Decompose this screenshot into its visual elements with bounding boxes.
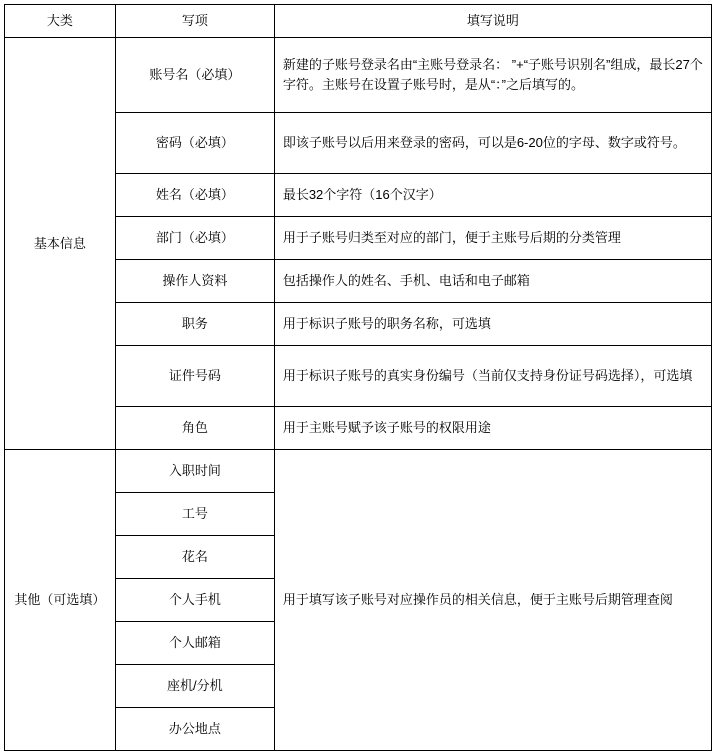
- description-cell: 用于主账号赋予该子账号的权限用途: [274, 407, 711, 450]
- description-cell: 新建的子账号登录名由“主账号登录名： ”+“子账号识别名”组成，最长27个字符。主账号在设置子账号时，是从“：”之后填写的。: [274, 38, 711, 113]
- item-cell: 个人手机: [115, 579, 274, 622]
- header-description: 填写说明: [274, 5, 711, 38]
- item-cell: 账号名（必填）: [115, 38, 274, 113]
- description-cell: 用于标识子账号的真实身份编号（当前仅支持身份证号码选择），可选填: [274, 346, 711, 407]
- description-cell-shared: 用于填写该子账号对应操作员的相关信息，便于主账号后期管理查阅: [274, 450, 711, 751]
- item-cell: 工号: [115, 493, 274, 536]
- category-cell-basic: 基本信息: [5, 38, 116, 450]
- item-cell: 部门（必填）: [115, 217, 274, 260]
- item-cell: 座机/分机: [115, 665, 274, 708]
- item-cell: 个人邮箱: [115, 622, 274, 665]
- description-cell: 用于子账号归类至对应的部门，便于主账号后期的分类管理: [274, 217, 711, 260]
- table-row: [5, 38, 712, 113]
- description-cell: 用于标识子账号的职务名称，可选填: [274, 303, 711, 346]
- account-fields-table: [4, 4, 712, 751]
- description-cell: 即该子账号以后用来登录的密码，可以是6-20位的字母、数字或符号。: [274, 113, 711, 174]
- item-cell: 证件号码: [115, 346, 274, 407]
- description-cell: 最长32个字符（16个汉字）: [274, 174, 711, 217]
- description-cell: 包括操作人的姓名、手机、电话和电子邮箱: [274, 260, 711, 303]
- table-row: [5, 450, 712, 493]
- item-cell: 角色: [115, 407, 274, 450]
- table-header: [5, 5, 712, 38]
- table-header-row: [5, 5, 712, 38]
- item-cell: 职务: [115, 303, 274, 346]
- category-cell-other: 其他（可选填）: [5, 450, 116, 751]
- item-cell: 姓名（必填）: [115, 174, 274, 217]
- table-body: [5, 38, 712, 751]
- item-cell: 操作人资料: [115, 260, 274, 303]
- header-item: 写项: [115, 5, 274, 38]
- item-cell: 办公地点: [115, 708, 274, 751]
- header-category: 大类: [5, 5, 116, 38]
- item-cell: 花名: [115, 536, 274, 579]
- item-cell: 密码（必填）: [115, 113, 274, 174]
- item-cell: 入职时间: [115, 450, 274, 493]
